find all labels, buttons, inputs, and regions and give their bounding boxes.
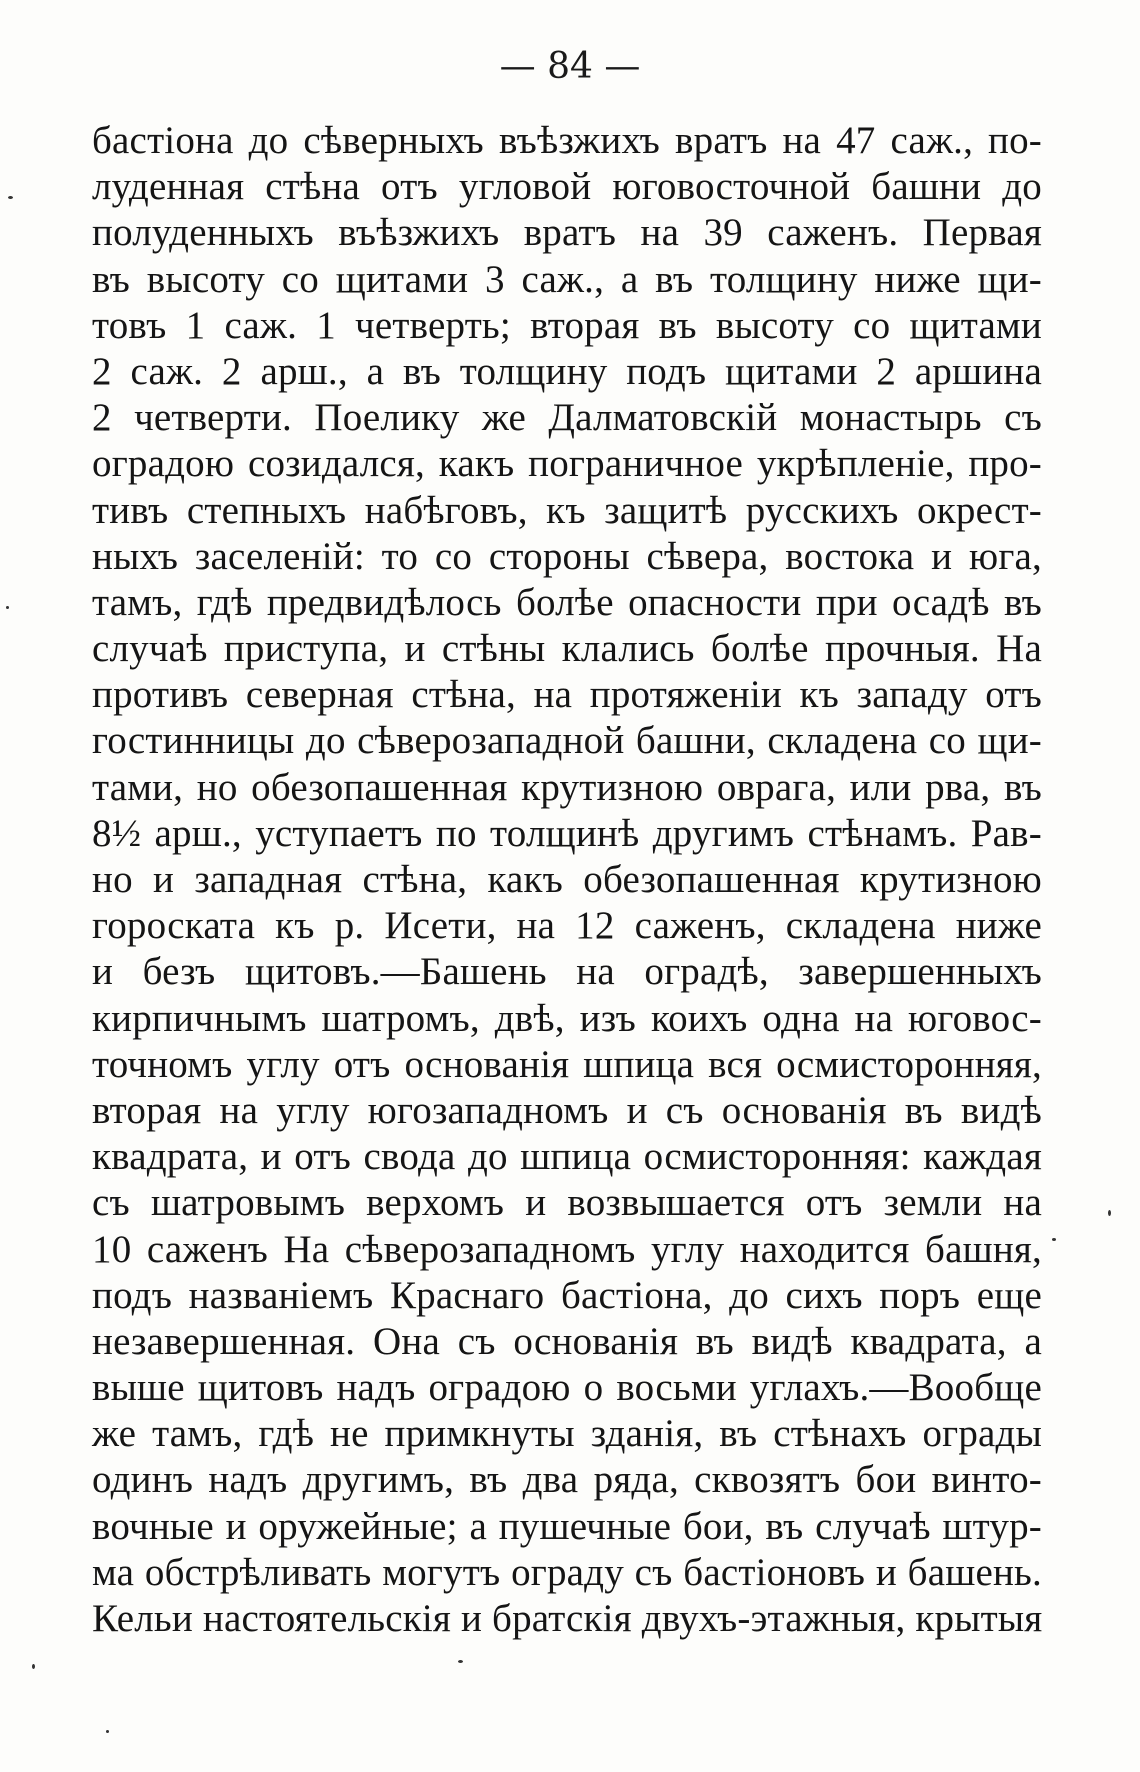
text-line: гороската къ р. Исети, на 12 саженъ, складена ниже — [92, 904, 1042, 948]
body-text — [92, 118, 1042, 1642]
text-line: Кельи настоятельскія и братскія двухъ-этажныя, крытыя — [92, 1597, 1043, 1640]
text-line: квадрата, и отъ свода до шпица осмисторонняя: каждая — [92, 1135, 1042, 1179]
print-speck — [1108, 1210, 1111, 1216]
text-line: незавершенная. Она съ основанія въ видѣ квадрата, а — [92, 1319, 1042, 1363]
text-line: вочные и оружейные; а пушечные бои, въ случаѣ штур- — [92, 1504, 1042, 1548]
text-line: 8½ арш., уступаетъ по толщинѣ другимъ стѣнамъ. Рав- — [92, 811, 1042, 855]
text-line: съ шатровымъ верхомъ и возвышается отъ земли на — [92, 1181, 1042, 1225]
text-line: луденная стѣна отъ угловой юговосточной башни до — [92, 165, 1042, 209]
text-line: точномъ углу отъ основанія шпица вся осмисторонняя, — [92, 1042, 1042, 1086]
text-line: выше щитовъ надъ оградою о восьми углахъ.—Вообще — [92, 1366, 1042, 1410]
text-line: 10 саженъ На сѣверозападномъ углу находится башня, — [92, 1227, 1042, 1271]
page-number: — 84 — — [499, 46, 641, 87]
print-speck — [1052, 1238, 1056, 1241]
text-line: гостинницы до сѣверозападной башни, складена со щи- — [92, 719, 1042, 763]
text-line: товъ 1 саж. 1 четверть; вторая въ высоту со щитами — [92, 303, 1042, 347]
text-line: подъ названіемъ Краснаго бастіона, до сихъ поръ еще — [92, 1273, 1042, 1317]
text-line: но и западная стѣна, какъ обезопашенная крутизною — [92, 858, 1042, 901]
text-line: бастіона до сѣверныхъ въѣзжихъ вратъ на 47 саж., по- — [92, 119, 1042, 162]
text-line: 2 саж. 2 арш., а въ толщину подъ щитами 2 аршина — [92, 349, 1042, 393]
print-speck — [458, 1660, 463, 1663]
text-line: вторая на углу югозападномъ и съ основанія въ видѣ — [92, 1088, 1042, 1132]
text-line: 2 четверти. Поелику же Далматовскій монастырь съ — [92, 396, 1042, 440]
text-line: одинъ надъ другимъ, въ два ряда, сквозятъ бои винто- — [92, 1458, 1042, 1502]
text-line: въ высоту со щитами 3 саж., а въ толщину ниже щи- — [92, 257, 1042, 301]
text-line: противъ северная стѣна, на протяженіи къ западу отъ — [92, 673, 1042, 717]
text-line: кирпичнымъ шатромъ, двѣ, изъ коихъ одна на юговос- — [92, 996, 1042, 1040]
text-line: ныхъ заселеній: то со стороны сѣвера, востока и юга, — [92, 534, 1042, 578]
print-speck — [106, 1730, 109, 1733]
text-line: полуденныхъ въѣзжихъ вратъ на 39 саженъ. Первая — [92, 211, 1042, 255]
text-line: тивъ степныхъ набѣговъ, къ защитѣ русскихъ окрест- — [92, 488, 1042, 532]
text-line: и безъ щитовъ.—Башень на оградѣ, завершенныхъ — [92, 950, 1042, 994]
text-line: оградою созидался, какъ пограничное укрѣпленіе, про- — [92, 442, 1042, 486]
text-line: тамъ, гдѣ предвидѣлось болѣе опасности при осадѣ въ — [92, 580, 1042, 624]
text-line: тами, но обезопашенная крутизною оврага, или рва, въ — [92, 765, 1042, 809]
text-line: же тамъ, гдѣ не примкнуты зданія, въ стѣнахъ ограды — [92, 1412, 1042, 1456]
text-line: ма обстрѣливать могутъ ограду съ бастіоновъ и башень. — [92, 1550, 1042, 1594]
text-line: случаѣ приступа, и стѣны клались болѣе прочныя. На — [92, 627, 1042, 671]
print-speck — [6, 606, 9, 609]
print-speck — [32, 1664, 35, 1669]
print-speck — [8, 196, 13, 199]
